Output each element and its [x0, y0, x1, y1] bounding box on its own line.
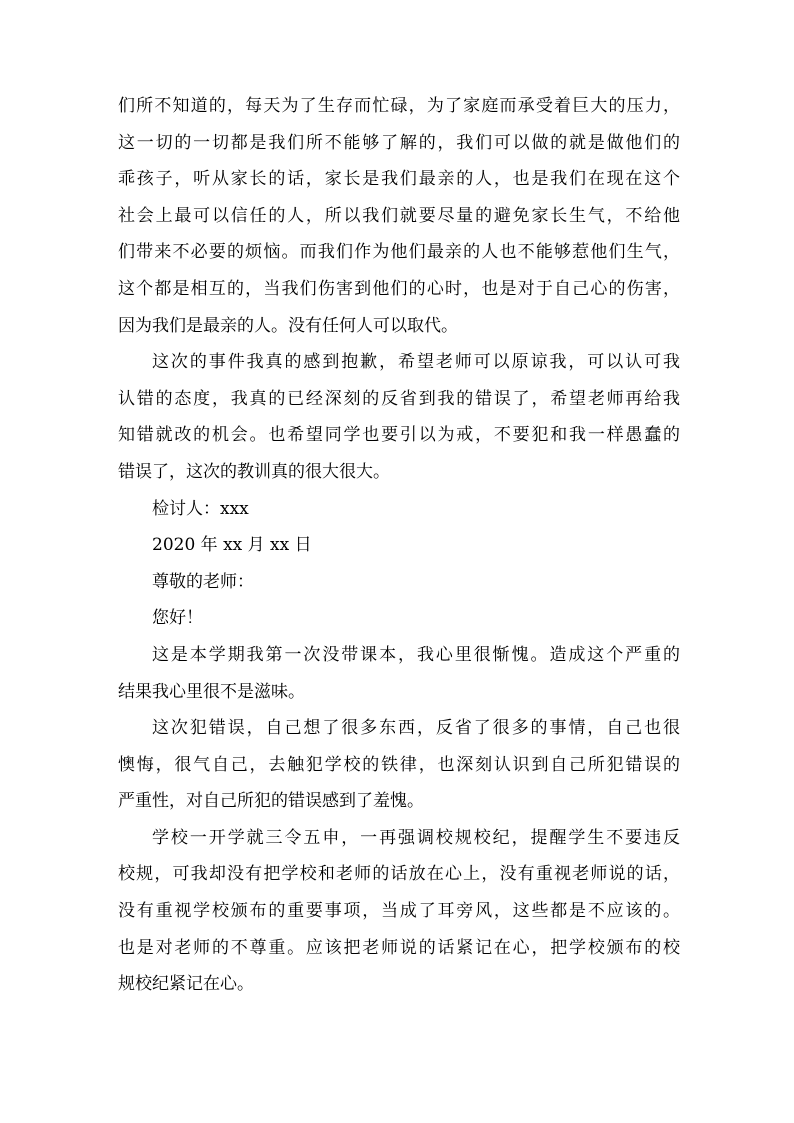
text-line: 也是对老师的不尊重。应该把老师说的话紧记在心，把学校颁布的校: [118, 937, 680, 958]
greeting-line: 您好！: [152, 608, 203, 629]
text-line: 没有重视学校颁布的重要事项，当成了耳旁风，这些都是不应该的。: [118, 901, 680, 922]
text-line: 结果我心里很不是滋味。: [118, 681, 305, 702]
paragraph-first-line: 学校一开学就三令五申，一再强调校规校纪，提醒学生不要违反: [152, 827, 680, 848]
text-line: 这个都是相互的，当我们伤害到他们的心时，也是对于自己心的伤害，: [118, 278, 680, 299]
text-line: 校规，可我却没有把学校和老师的话放在心上，没有重视老师说的话，: [118, 864, 680, 885]
text-line: 因为我们是最亲的人。没有任何人可以取代。: [118, 315, 458, 336]
document-body: [118, 88, 680, 1003]
text-line: 规校纪紧记在心。: [118, 974, 254, 995]
text-line: 乖孩子，听从家长的话，家长是我们最亲的人，也是我们在现在这个: [118, 169, 680, 190]
text-line: 错误了，这次的教训真的很大很大。: [118, 461, 390, 482]
text-line: 知错就改的机会。也希望同学也要引以为戒，不要犯和我一样愚蠢的: [118, 425, 680, 446]
text-line: 严重性，对自己所犯的错误感到了羞愧。: [118, 791, 424, 812]
text-line: 们带来不必要的烦恼。而我们作为他们最亲的人也不能够惹他们生气，: [118, 242, 680, 263]
paragraph-first-line: 这次犯错误，自己想了很多东西，反省了很多的事情，自己也很: [152, 718, 680, 739]
signature-line: 检讨人：xxx: [152, 498, 249, 519]
paragraph-first-line: 这次的事件我真的感到抱歉，希望老师可以原谅我，可以认可我: [152, 352, 680, 373]
text-line: 懊悔，很气自己，去触犯学校的铁律，也深刻认识到自己所犯错误的: [118, 754, 680, 775]
text-line: 认错的态度，我真的已经深刻的反省到我的错误了，希望老师再给我: [118, 388, 680, 409]
text-line: 这一切的一切都是我们所不能够了解的，我们可以做的就是做他们的: [118, 132, 680, 153]
date-line: 2020 年 xx 月 xx 日: [152, 535, 312, 556]
text-line: 们所不知道的，每天为了生存而忙碌，为了家庭而承受着巨大的压力，: [118, 96, 680, 116]
text-line: 社会上最可以信任的人，所以我们就要尽量的避免家长生气，不给他: [118, 205, 680, 226]
paragraph-first-line: 这是本学期我第一次没带课本，我心里很惭愧。造成这个严重的: [152, 644, 680, 665]
salutation-line: 尊敬的老师：: [152, 571, 254, 592]
